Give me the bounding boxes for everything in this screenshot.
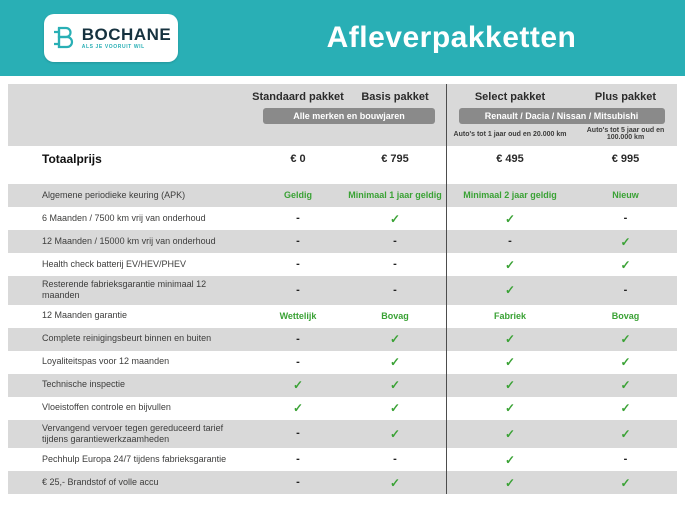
check-icon: ✓	[504, 452, 516, 467]
package-table	[8, 84, 677, 494]
not-included-dash: -	[296, 212, 300, 224]
feature-rows	[8, 184, 677, 494]
table-row	[8, 471, 677, 494]
table-row	[8, 184, 677, 207]
row-label: € 25,- Brandstof of volle accu	[42, 476, 159, 487]
column-header-basis: Basis pakket	[361, 91, 429, 103]
column-header-plus: Plus pakket	[594, 91, 657, 103]
not-included-dash: -	[623, 212, 628, 224]
check-icon: ✓	[389, 426, 401, 441]
check-icon: ✓	[389, 211, 401, 226]
price-basis: € 795	[381, 153, 409, 165]
check-icon: ✓	[620, 378, 631, 392]
price-row-label: Totaalprijs	[42, 152, 102, 166]
table-row	[8, 207, 677, 230]
cell-value: Minimaal 2 jaar geldig	[463, 190, 557, 200]
table-row	[8, 328, 677, 351]
cell-value: Minimaal 1 jaar geldig	[348, 190, 442, 200]
not-included-dash: -	[393, 258, 397, 270]
check-icon: ✓	[504, 475, 516, 490]
check-icon: ✓	[504, 332, 516, 346]
check-icon: ✓	[292, 378, 304, 392]
table-row	[8, 420, 677, 449]
not-included-dash: -	[296, 283, 300, 296]
column-subtitle-select: Auto's tot 1 jaar oud en 20.000 km	[453, 130, 567, 138]
not-included-dash: -	[296, 258, 300, 270]
table-row	[8, 253, 677, 276]
row-label: Complete reinigingsbeurt binnen en buiten	[42, 333, 212, 344]
cell-value: Fabriek	[493, 310, 526, 321]
check-icon: ✓	[504, 257, 516, 272]
not-included-dash: -	[296, 332, 300, 345]
check-icon: ✓	[504, 426, 516, 441]
table-header-band	[8, 84, 677, 146]
not-included-dash: -	[508, 235, 512, 247]
not-included-dash: -	[393, 283, 397, 296]
row-label: Vloeistoffen controle en bijvullen	[42, 402, 171, 413]
table-row	[8, 305, 677, 328]
row-label: 12 Maanden / 15000 km vrij van onderhoud	[42, 235, 216, 246]
row-label: Health check batterij EV/HEV/PHEV	[42, 258, 187, 269]
price-row	[8, 146, 677, 172]
row-label: 12 Maanden garantie	[42, 310, 128, 321]
table-row	[8, 397, 677, 420]
logo-tagline: ALS JE VOORUIT WIL	[81, 44, 145, 50]
header	[0, 0, 685, 76]
row-label: Algemene periodieke keuring (APK)	[42, 189, 186, 200]
cell-value: Wettelijk	[279, 310, 317, 321]
not-included-dash: -	[296, 235, 300, 247]
logo-name: BOCHANE	[81, 25, 172, 44]
column-subtitle-plus: Auto's tot 5 jaar oud en 100.000 km	[586, 127, 665, 141]
row-label: Vervangend vervoer tegen gereduceerd tarief tijdens garantiewerkzaamheden	[42, 422, 224, 444]
cell-value: Nieuw	[612, 190, 639, 200]
row-label: 6 Maanden / 7500 km vrij van onderhoud	[42, 212, 206, 223]
check-icon: ✓	[504, 355, 516, 369]
check-icon: ✓	[389, 475, 401, 490]
bochane-logo-icon	[51, 25, 75, 51]
not-included-dash: -	[296, 355, 300, 368]
check-icon: ✓	[389, 355, 401, 369]
column-header-select: Select pakket	[474, 91, 546, 103]
not-included-dash: -	[623, 283, 628, 296]
page-title: Afleverpakketten	[326, 21, 577, 54]
empty-cell	[8, 108, 252, 124]
not-included-dash: -	[393, 453, 397, 465]
check-icon: ✓	[389, 378, 401, 392]
column-headers	[8, 91, 677, 103]
bochane-logo	[44, 14, 178, 62]
check-icon: ✓	[504, 211, 516, 226]
check-icon: ✓	[620, 257, 631, 272]
spacer	[8, 172, 677, 184]
table-row	[8, 351, 677, 374]
check-icon: ✓	[504, 378, 516, 392]
check-icon: ✓	[504, 401, 516, 415]
price-standaard: € 0	[290, 153, 306, 165]
column-divider	[446, 84, 447, 494]
not-included-dash: -	[623, 453, 628, 465]
row-label: Resterende fabrieksgarantie minimaal 12 maanden	[42, 279, 207, 301]
table-row	[8, 276, 677, 305]
cell-value: Geldig	[283, 190, 312, 200]
not-included-dash: -	[296, 476, 300, 488]
brands-badge-all: Alle merken en bouwjaren	[263, 108, 435, 124]
column-header-standaard: Standaard pakket	[252, 91, 344, 103]
price-plus: € 995	[611, 153, 640, 165]
column-subtitles	[8, 127, 677, 141]
check-icon: ✓	[504, 283, 516, 298]
check-icon: ✓	[292, 401, 304, 415]
check-icon: ✓	[620, 234, 631, 249]
row-label: Pechhulp Europa 24/7 tijdens fabrieksgarantie	[42, 453, 227, 464]
not-included-dash: -	[296, 453, 300, 465]
check-icon: ✓	[620, 332, 631, 346]
not-included-dash: -	[296, 427, 300, 440]
row-label: Loyaliteitspas voor 12 maanden	[42, 356, 170, 367]
table-row	[8, 374, 677, 397]
check-icon: ✓	[389, 401, 401, 415]
check-icon: ✓	[389, 332, 401, 346]
row-label: Technische inspectie	[42, 379, 126, 390]
cell-value: Bovag	[381, 310, 409, 321]
brand-badges	[8, 108, 677, 124]
title-wrap	[178, 21, 685, 55]
check-icon: ✓	[620, 475, 631, 490]
not-included-dash: -	[393, 235, 397, 247]
check-icon: ✓	[620, 355, 631, 369]
check-icon: ✓	[620, 426, 631, 441]
price-select: € 495	[496, 153, 524, 165]
cell-value: Bovag	[611, 310, 640, 321]
table-row	[8, 230, 677, 253]
table-row	[8, 448, 677, 471]
brands-badge-renault: Renault / Dacia / Nissan / Mitsubishi	[459, 108, 665, 124]
check-icon: ✓	[620, 401, 631, 415]
